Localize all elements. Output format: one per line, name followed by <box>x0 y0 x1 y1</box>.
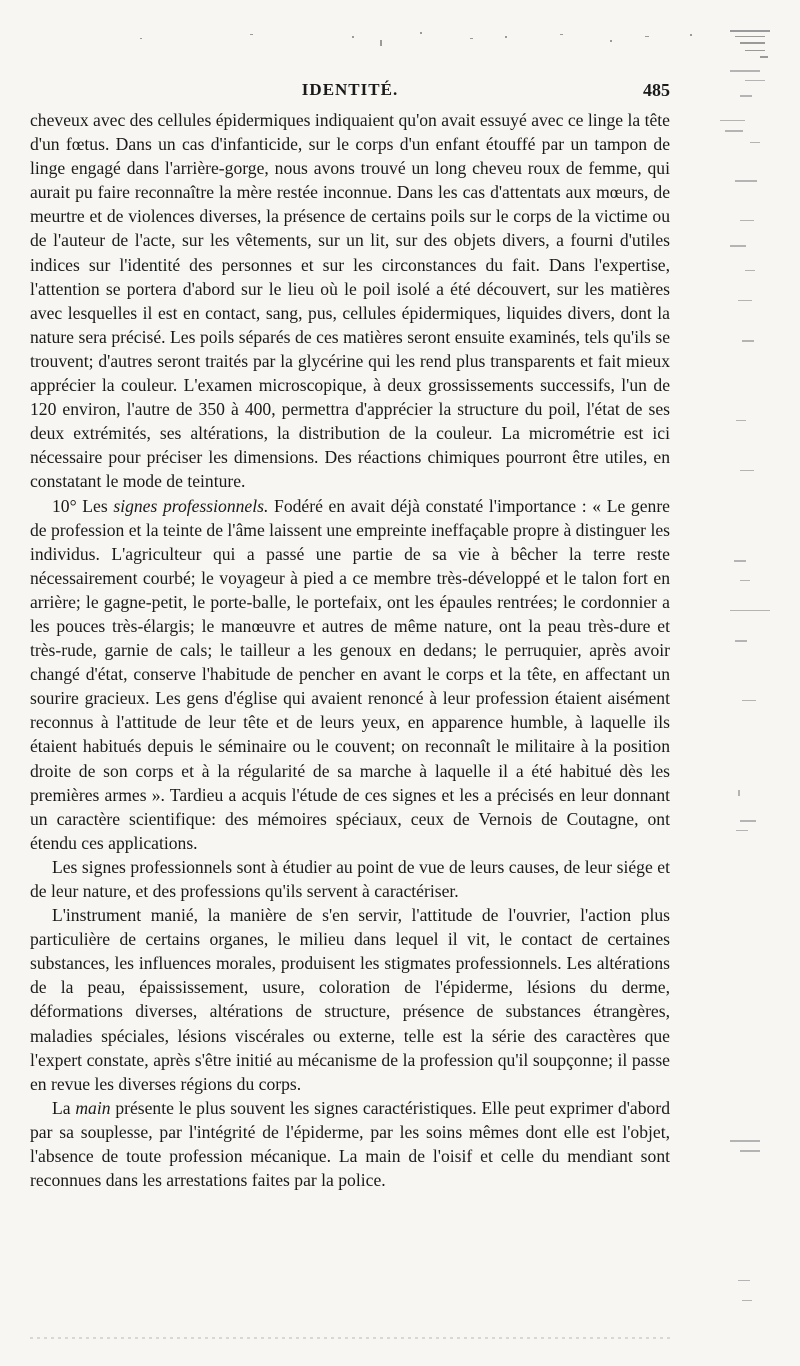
paragraph-text: 10° Les <box>52 495 114 516</box>
scan-noise-bottom <box>30 1336 670 1340</box>
running-title: IDENTITÉ. <box>301 80 399 99</box>
paragraph-text: L'instrument manié, la manière de s'en servir, l'attitude de l'ouvrier, l'action plus particulière de certains organes, le milieu dans lequel il vit, le contact de certaines substances, les influences morales, produisent les stigmates professionnels. Les altérations de la peau, épaississement, usure, coloration de l'épiderme, lésions du derme, déformations diverses, altérations de structure, présence de substances étrangères, maladies spéciales, lésions viscérales ou externe, telle est la série des caractères que l'expert constate, après s'être initié au mécanisme de la profession qu'il soupçonne; il passe en revue les diverses régions du corps. <box>30 905 670 1094</box>
paragraph-text: présente le plus souvent les signes caractéristiques. Elle peut exprimer d'abord par sa souplesse, par l'intégrité de l'épiderme, par les soins mêmes dont elle est l'objet, l'absence de toute profession mécanique. La main de l'oisif et celle du mendiant sont reconnues dans les arrestations faites par la police. <box>30 1097 670 1191</box>
paragraph <box>30 903 670 1096</box>
italic-text: main <box>75 1097 111 1118</box>
paragraph <box>30 855 670 903</box>
scan-noise-right-margin <box>690 0 800 1366</box>
italic-text: signes professionnels. <box>113 495 269 516</box>
paragraph-text: cheveux avec des cellules épidermiques indiquaient qu'on avait essuyé avec ce linge la tête d'un fœtus. Dans un cas d'infanticide, sur le corps d'un enfant étouffé par un tampon de linge engagé dans l'arrière-gorge, nous avons trouvé un long cheveu roux de femme, qui aurait pu faire reconnaître la mère restée inconnue. Dans les cas d'attentats aux mœurs, de meurtre et de violences diverses, la présence de certains poils sur le corps de la victime ou de l'auteur de l'acte, sur les vêtements, sur un lit, sur des objets divers, a fourni d'utiles indices sur l'identité des personnes et sur les circonstances du fait. Dans l'expertise, l'attention se portera d'abord sur le lieu où le poil isolé a été découvert, sur les matières avec lesquelles il est en contact, sang, pus, cellules épidermiques, liquides divers, dont la nature sera précisé. Les poils séparés de ces matières seront ensuite examinés, tels qu'ils se trouvent; d'autres seront traités par la glycérine qui les rend plus transparents et fait mieux apprécier la couleur. L'examen microscopique, à deux grossissements successifs, l'un de 120 environ, l'autre de 350 à 400, permettra d'apprécier la structure du poil, l'état de ses deux extrémités, ses altérations, la distribution de la couleur. La micrométrie est ici nécessaire pour préciser les dimensions. Des réactions chimiques pourront être utiles, en constatant le mode de teinture. <box>30 110 670 492</box>
paragraph-text: Les signes professionnels sont à étudier au point de vue de leurs causes, de leur siége et de leur nature, et des professions qu'ils servent à caractériser. <box>30 856 670 901</box>
body-text <box>30 108 670 1192</box>
paragraph-text: La <box>52 1097 76 1118</box>
paragraph <box>30 1096 670 1192</box>
page-number: 485 <box>643 80 670 100</box>
scan-noise-top <box>0 0 800 70</box>
paragraph <box>30 108 670 494</box>
paragraph <box>30 494 670 855</box>
running-header <box>30 80 670 106</box>
paragraph-text: Fodéré en avait déjà constaté l'importance : « Le genre de profession et la teinte de l'âme laissent une empreinte ineffaçable propre à distinguer les individus. L'agriculteur qui a passé une partie de sa vie à bêcher la terre reste nécessairement courbé; le voyageur à pied a ce membre très-développé et le talon fort en arrière; le gagne-petit, le porte-balle, le portefaix, ont les épaules rentrées; le cordonnier a les pouces très-élargis; le manœuvre et autres de même nature, ont la peau très-dure et très-rude, garnie de cals; le tailleur a les genoux en dedans; le perruquier, après avoir changé d'état, conserve l'habitude de pencher en avant le corps et la tête, en affectant un sourire gracieux. Les gens d'église qui avaient renoncé à leur profession étaient aisément reconnus à l'attitude de leur tête et de leurs yeux, en apparence humble, à laquelle ils étaient habitués depuis le séminaire ou le couvent; on reconnaît le militaire à la position droite de son corps et à la régularité de sa marche à laquelle il a été habitué dès les premières armes ». Tardieu a acquis l'étude de ces signes et les a précisés en leur donnant un caractère scientifique: des mémoires spéciaux, ceux de Vernois de Coutagne, ont étendu ces applications. <box>30 495 670 853</box>
